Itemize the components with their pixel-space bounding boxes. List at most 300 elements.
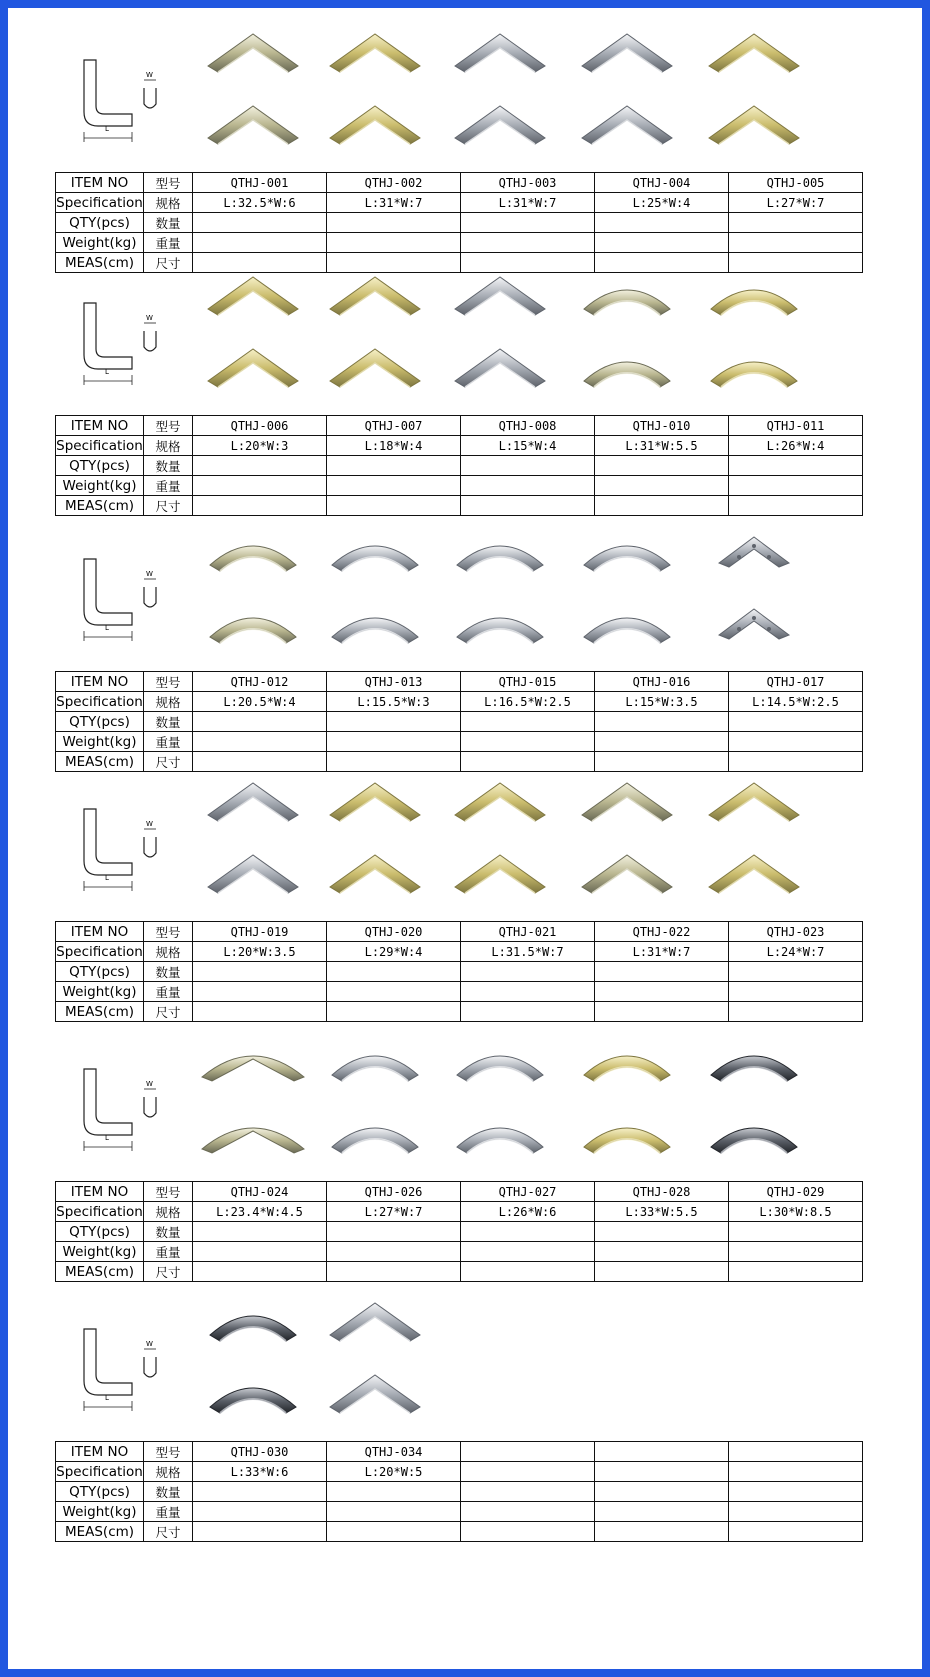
spec-table: [55, 172, 863, 273]
cell-empty: [461, 1262, 595, 1282]
cell-empty: [595, 1222, 729, 1242]
table-row: [56, 193, 863, 213]
cell-empty: [461, 253, 595, 273]
table-row: [56, 712, 863, 732]
product-image: [320, 28, 430, 78]
table-row: [56, 1222, 863, 1242]
table-row: [56, 1482, 863, 1502]
cell-empty: [327, 1522, 461, 1542]
cell-spec: [729, 1462, 863, 1482]
product-image: [320, 527, 430, 577]
diagram-width-label: W: [146, 314, 153, 322]
cell-spec: L:20*W:5: [327, 1462, 461, 1482]
cell-no: QTHJ-016: [595, 672, 729, 692]
diagram-length-label: L: [105, 624, 109, 632]
product-image: [320, 98, 430, 148]
diagram-width-label: W: [146, 1340, 153, 1348]
spec-table: [55, 1181, 863, 1282]
cell-empty: [729, 1502, 863, 1522]
table-row: [56, 1002, 863, 1022]
row-label-en: MEAS(cm): [56, 496, 144, 516]
cell-empty: [193, 1002, 327, 1022]
cell-empty: [729, 982, 863, 1002]
product-image: [445, 527, 555, 577]
product-image: [572, 1107, 682, 1157]
cell-empty: [327, 712, 461, 732]
row-label-cn: 规格: [144, 436, 193, 456]
row-label-en: ITEM NO: [56, 173, 144, 193]
cell-spec: L:26*W:4: [729, 436, 863, 456]
product-image: [198, 1037, 308, 1087]
row-label-cn: 规格: [144, 1202, 193, 1222]
cell-spec: L:15*W:4: [461, 436, 595, 456]
cell-empty: [193, 1262, 327, 1282]
cell-empty: [327, 962, 461, 982]
row-label-en: Specification: [56, 194, 143, 211]
product-image: [320, 597, 430, 647]
cell-empty: [595, 1242, 729, 1262]
product-image: [699, 1107, 809, 1157]
cell-spec: L:15*W:3.5: [595, 692, 729, 712]
product-image: [198, 98, 308, 148]
row-label-en: Specification: [56, 693, 143, 710]
cell-no: QTHJ-003: [461, 173, 595, 193]
product-image: [699, 98, 809, 148]
row-label-en: Weight(kg): [56, 982, 144, 1002]
cell-empty: [595, 982, 729, 1002]
product-image: [198, 1367, 308, 1417]
cell-empty: [193, 962, 327, 982]
cell-empty: [327, 213, 461, 233]
cell-empty: [193, 1522, 327, 1542]
row-label-cn: 重量: [144, 1242, 193, 1262]
product-image: [572, 341, 682, 391]
diagram-length-label: L: [105, 1134, 109, 1142]
cell-empty: [327, 1482, 461, 1502]
row-label-en: MEAS(cm): [56, 1522, 144, 1542]
table-row: [56, 1182, 863, 1202]
cell-empty: [193, 712, 327, 732]
table-row: [56, 732, 863, 752]
cell-empty: [729, 1002, 863, 1022]
cell-spec: L:30*W:8.5: [729, 1202, 863, 1222]
row-label-en: MEAS(cm): [56, 1262, 144, 1282]
cell-empty: [729, 456, 863, 476]
cell-no: QTHJ-013: [327, 672, 461, 692]
row-label-cn: 数量: [144, 712, 193, 732]
cell-empty: [193, 1482, 327, 1502]
cell-empty: [595, 253, 729, 273]
row-label-cn: 尺寸: [144, 752, 193, 772]
cell-empty: [729, 1522, 863, 1542]
cell-spec: L:26*W:6: [461, 1202, 595, 1222]
cell-spec: L:29*W:4: [327, 942, 461, 962]
product-image: [198, 777, 308, 827]
product-image: [198, 1297, 308, 1347]
cell-spec: L:20*W:3.5: [193, 942, 327, 962]
row-label-cn: 重量: [144, 476, 193, 496]
cell-no: QTHJ-006: [193, 416, 327, 436]
row-label-en: ITEM NO: [56, 1442, 144, 1462]
cell-no: QTHJ-023: [729, 922, 863, 942]
cell-no: QTHJ-021: [461, 922, 595, 942]
product-image: [445, 847, 555, 897]
cell-empty: [193, 213, 327, 233]
table-row: [56, 1442, 863, 1462]
cell-empty: [461, 1502, 595, 1522]
cell-empty: [327, 456, 461, 476]
table-row: [56, 692, 863, 712]
cell-empty: [595, 712, 729, 732]
dimension-diagram: [78, 54, 178, 144]
cell-no: QTHJ-008: [461, 416, 595, 436]
cell-spec: L:15.5*W:3: [327, 692, 461, 712]
product-image: [198, 271, 308, 321]
product-image: [198, 28, 308, 78]
cell-empty: [729, 253, 863, 273]
table-row: [56, 752, 863, 772]
cell-empty: [595, 1502, 729, 1522]
row-label-en: ITEM NO: [56, 1182, 144, 1202]
row-label-cn: 规格: [144, 193, 193, 213]
cell-no: QTHJ-020: [327, 922, 461, 942]
spec-table: [55, 1441, 863, 1542]
cell-no: QTHJ-004: [595, 173, 729, 193]
cell-no: QTHJ-015: [461, 672, 595, 692]
cell-empty: [193, 496, 327, 516]
product-image: [572, 98, 682, 148]
row-label-en: Weight(kg): [56, 1242, 144, 1262]
row-label-en: ITEM NO: [56, 416, 144, 436]
row-label-cn: 重量: [144, 982, 193, 1002]
cell-empty: [595, 213, 729, 233]
diagram-width-label: W: [146, 1080, 153, 1088]
cell-spec: L:31.5*W:7: [461, 942, 595, 962]
table-row: [56, 1202, 863, 1222]
product-image: [572, 597, 682, 647]
cell-empty: [595, 1262, 729, 1282]
product-image: [445, 1037, 555, 1087]
cell-empty: [461, 233, 595, 253]
product-image: [445, 271, 555, 321]
cell-empty: [729, 1242, 863, 1262]
cell-empty: [193, 253, 327, 273]
cell-empty: [461, 1482, 595, 1502]
cell-empty: [327, 1262, 461, 1282]
cell-empty: [327, 476, 461, 496]
row-label-cn: 重量: [144, 1502, 193, 1522]
row-label-en: Specification: [56, 1203, 143, 1220]
cell-spec: [461, 1462, 595, 1482]
dimension-diagram: [78, 1323, 178, 1413]
row-label-cn: 数量: [144, 962, 193, 982]
cell-no: [595, 1442, 729, 1462]
row-label-cn: 规格: [144, 1462, 193, 1482]
row-label-cn: 重量: [144, 233, 193, 253]
cell-spec: L:27*W:7: [729, 193, 863, 213]
cell-empty: [461, 1002, 595, 1022]
spec-table: [55, 671, 863, 772]
product-image: [320, 341, 430, 391]
table-row: [56, 496, 863, 516]
product-image: [572, 527, 682, 577]
row-label-cn: 型号: [144, 672, 193, 692]
product-image: [699, 1037, 809, 1087]
row-label-cn: 型号: [144, 1442, 193, 1462]
cell-empty: [461, 476, 595, 496]
cell-no: QTHJ-012: [193, 672, 327, 692]
cell-empty: [729, 1482, 863, 1502]
row-label-en: Specification: [56, 1463, 143, 1480]
product-image: [572, 1037, 682, 1087]
row-label-en: Weight(kg): [56, 732, 144, 752]
product-image: [699, 597, 809, 647]
product-image: [572, 271, 682, 321]
table-row: [56, 476, 863, 496]
row-label-cn: 重量: [144, 732, 193, 752]
product-image: [699, 341, 809, 391]
cell-spec: L:33*W:6: [193, 1462, 327, 1482]
table-row: [56, 213, 863, 233]
product-image: [320, 1367, 430, 1417]
cell-empty: [729, 233, 863, 253]
cell-spec: L:33*W:5.5: [595, 1202, 729, 1222]
table-row: [56, 173, 863, 193]
cell-no: QTHJ-034: [327, 1442, 461, 1462]
cell-empty: [327, 1502, 461, 1522]
cell-empty: [461, 1522, 595, 1542]
cell-empty: [595, 233, 729, 253]
cell-empty: [729, 1262, 863, 1282]
cell-empty: [461, 982, 595, 1002]
cell-no: QTHJ-026: [327, 1182, 461, 1202]
dimension-diagram: [78, 297, 178, 387]
row-label-en: Specification: [56, 437, 143, 454]
cell-no: QTHJ-001: [193, 173, 327, 193]
product-image: [572, 28, 682, 78]
cell-empty: [193, 476, 327, 496]
product-image: [198, 341, 308, 391]
cell-empty: [461, 962, 595, 982]
cell-empty: [461, 732, 595, 752]
cell-empty: [327, 732, 461, 752]
cell-no: QTHJ-011: [729, 416, 863, 436]
row-label-en: Weight(kg): [56, 1502, 144, 1522]
row-label-en: QTY(pcs): [56, 712, 144, 732]
cell-empty: [193, 1222, 327, 1242]
table-row: [56, 1262, 863, 1282]
cell-empty: [595, 732, 729, 752]
row-label-cn: 尺寸: [144, 1522, 193, 1542]
table-row: [56, 672, 863, 692]
product-image: [699, 777, 809, 827]
product-image: [699, 847, 809, 897]
row-label-cn: 型号: [144, 173, 193, 193]
diagram-width-label: W: [146, 820, 153, 828]
product-image: [699, 271, 809, 321]
cell-no: QTHJ-007: [327, 416, 461, 436]
cell-no: QTHJ-028: [595, 1182, 729, 1202]
row-label-en: MEAS(cm): [56, 752, 144, 772]
diagram-length-label: L: [105, 874, 109, 882]
cell-no: QTHJ-010: [595, 416, 729, 436]
product-image: [320, 1037, 430, 1087]
cell-empty: [327, 1222, 461, 1242]
row-label-en: QTY(pcs): [56, 1222, 144, 1242]
row-label-cn: 数量: [144, 456, 193, 476]
cell-empty: [193, 752, 327, 772]
row-label-en: QTY(pcs): [56, 456, 144, 476]
cell-empty: [193, 1242, 327, 1262]
product-image: [699, 527, 809, 577]
row-label-cn: 规格: [144, 942, 193, 962]
cell-empty: [729, 732, 863, 752]
cell-empty: [327, 1242, 461, 1262]
cell-empty: [595, 962, 729, 982]
product-image: [445, 28, 555, 78]
cell-empty: [729, 752, 863, 772]
cell-empty: [327, 496, 461, 516]
cell-empty: [461, 752, 595, 772]
cell-empty: [729, 712, 863, 732]
table-row: [56, 1462, 863, 1482]
table-row: [56, 942, 863, 962]
cell-spec: L:24*W:7: [729, 942, 863, 962]
product-image: [699, 28, 809, 78]
cell-spec: L:27*W:7: [327, 1202, 461, 1222]
product-image: [445, 1107, 555, 1157]
row-label-en: QTY(pcs): [56, 1482, 144, 1502]
cell-empty: [461, 1242, 595, 1262]
cell-spec: [595, 1462, 729, 1482]
cell-no: QTHJ-024: [193, 1182, 327, 1202]
cell-empty: [595, 1002, 729, 1022]
table-row: [56, 1522, 863, 1542]
cell-empty: [729, 476, 863, 496]
cell-no: QTHJ-017: [729, 672, 863, 692]
cell-empty: [461, 1222, 595, 1242]
cell-spec: L:31*W:5.5: [595, 436, 729, 456]
row-label-cn: 尺寸: [144, 1262, 193, 1282]
product-image: [572, 777, 682, 827]
cell-spec: L:31*W:7: [461, 193, 595, 213]
product-image: [572, 847, 682, 897]
table-row: [56, 253, 863, 273]
cell-empty: [327, 253, 461, 273]
row-label-en: QTY(pcs): [56, 962, 144, 982]
row-label-en: Weight(kg): [56, 233, 144, 253]
diagram-length-label: L: [105, 1394, 109, 1402]
row-label-en: MEAS(cm): [56, 253, 144, 273]
cell-spec: L:14.5*W:2.5: [729, 692, 863, 712]
row-label-cn: 型号: [144, 922, 193, 942]
cell-empty: [595, 496, 729, 516]
cell-no: QTHJ-029: [729, 1182, 863, 1202]
product-image: [445, 597, 555, 647]
cell-empty: [595, 1522, 729, 1542]
cell-empty: [327, 982, 461, 1002]
product-image: [320, 1297, 430, 1347]
table-row: [56, 1242, 863, 1262]
product-image: [445, 341, 555, 391]
diagram-width-label: W: [146, 570, 153, 578]
diagram-length-label: L: [105, 368, 109, 376]
product-image: [198, 1107, 308, 1157]
product-image: [320, 847, 430, 897]
cell-spec: L:31*W:7: [595, 942, 729, 962]
spec-table: [55, 921, 863, 1022]
spec-table: [55, 415, 863, 516]
row-label-cn: 型号: [144, 416, 193, 436]
cell-empty: [327, 752, 461, 772]
cell-spec: L:18*W:4: [327, 436, 461, 456]
table-row: [56, 456, 863, 476]
row-label-cn: 型号: [144, 1182, 193, 1202]
dimension-diagram: [78, 1063, 178, 1153]
cell-no: QTHJ-030: [193, 1442, 327, 1462]
cell-empty: [193, 732, 327, 752]
table-row: [56, 233, 863, 253]
row-label-en: Specification: [56, 943, 143, 960]
row-label-en: QTY(pcs): [56, 213, 144, 233]
row-label-cn: 尺寸: [144, 1002, 193, 1022]
product-image: [445, 98, 555, 148]
cell-no: QTHJ-005: [729, 173, 863, 193]
cell-empty: [595, 752, 729, 772]
diagram-width-label: W: [146, 71, 153, 79]
cell-spec: L:20*W:3: [193, 436, 327, 456]
product-image: [320, 777, 430, 827]
cell-empty: [461, 213, 595, 233]
row-label-cn: 数量: [144, 213, 193, 233]
product-image: [198, 597, 308, 647]
row-label-cn: 数量: [144, 1482, 193, 1502]
cell-empty: [729, 213, 863, 233]
row-label-en: ITEM NO: [56, 672, 144, 692]
row-label-cn: 数量: [144, 1222, 193, 1242]
cell-empty: [595, 476, 729, 496]
cell-empty: [461, 456, 595, 476]
cell-spec: L:25*W:4: [595, 193, 729, 213]
row-label-en: MEAS(cm): [56, 1002, 144, 1022]
row-label-cn: 规格: [144, 692, 193, 712]
cell-no: QTHJ-019: [193, 922, 327, 942]
table-row: [56, 982, 863, 1002]
table-row: [56, 436, 863, 456]
cell-no: [461, 1442, 595, 1462]
cell-spec: L:20.5*W:4: [193, 692, 327, 712]
cell-empty: [193, 982, 327, 1002]
cell-empty: [193, 233, 327, 253]
product-image: [198, 847, 308, 897]
row-label-cn: 尺寸: [144, 496, 193, 516]
row-label-cn: 尺寸: [144, 253, 193, 273]
cell-empty: [595, 456, 729, 476]
dimension-diagram: [78, 803, 178, 893]
cell-empty: [193, 456, 327, 476]
cell-spec: L:16.5*W:2.5: [461, 692, 595, 712]
cell-empty: [461, 712, 595, 732]
dimension-diagram: [78, 553, 178, 643]
cell-empty: [327, 233, 461, 253]
table-row: [56, 1502, 863, 1522]
table-row: [56, 416, 863, 436]
cell-empty: [729, 962, 863, 982]
cell-empty: [729, 496, 863, 516]
cell-empty: [461, 496, 595, 516]
product-image: [445, 777, 555, 827]
diagram-length-label: L: [105, 125, 109, 133]
